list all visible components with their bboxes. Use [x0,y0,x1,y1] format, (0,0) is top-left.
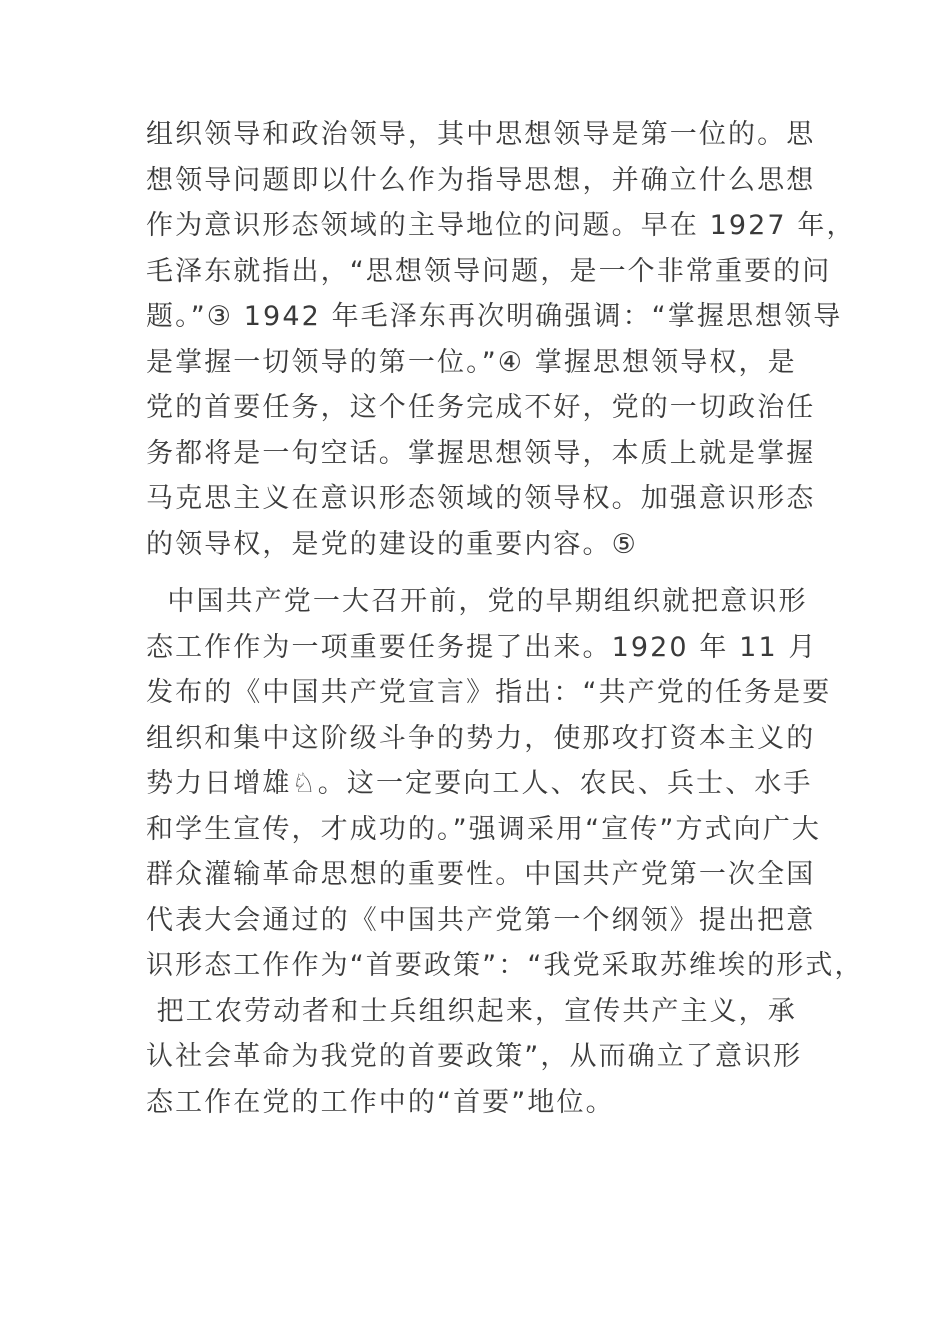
text-line: 态工作在党的工作中的“首要”地位。 [146,1086,615,1118]
text-line: 毛泽东就指出，“思想领导问题，是一个非常重要的问 [146,255,832,287]
text-line: 组织领导和政治领导，其中思想领导是第一位的。思 [146,119,816,150]
text-line: 党的首要任务，这个任务完成不好，党的一切政治任 [146,392,816,423]
body-text [146,112,864,1125]
paragraph-2 [146,579,864,1125]
text-line: 中国共产党一大召开前，党的早期组织就把意识形 [146,586,808,617]
text-line: 想领导问题即以什么作为指导思想，并确立什么思想 [146,164,816,196]
text-line: 马克思主义在意识形态领域的领导权。加强意识形态 [146,483,816,514]
paragraph-1 [146,112,856,567]
text-line: 势力日增雄♘。这一定要向工人、农民、兵士、水手 [146,768,813,799]
text-line: 作为意识形态领域的主导地位的问题。早在 1927 年， [146,210,856,241]
text-line: 和学生宣传，才成功的。”强调采用“宣传”方式向广大 [146,813,821,845]
text-line: 把工农劳动者和士兵组织起来，宣传共产主义，承 [146,995,797,1027]
text-line: 的领导权，是党的建设的重要内容。⑤ [146,528,638,560]
text-line: 题。”③ 1942 年毛泽东再次明确强调：“掌握思想领导 [146,301,843,332]
text-line: 认社会革命为我党的首要政策”，从而确立了意识形 [146,1041,803,1072]
text-line: 组织和集中这阶级斗争的势力，使那攻打资本主义的 [146,722,816,754]
text-line: 务都将是一句空话。掌握思想领导，本质上就是掌握 [146,437,816,469]
text-line: 代表大会通过的《中国共产党第一个纲领》提出把意 [146,904,816,936]
text-line: 态工作作为一项重要任务提了出来。1920 年 11 月 [146,631,818,663]
text-line: 识形态工作作为“首要政策”：“我党采取苏维埃的形式， [146,950,864,981]
text-line: 群众灌输革命思想的重要性。中国共产党第一次全国 [146,859,816,890]
text-line: 发布的《中国共产党宣言》指出：“共产党的任务是要 [146,677,832,708]
text-line: 是掌握一切领导的第一位。”④ 掌握思想领导权，是 [146,346,797,378]
paragraph-gap [146,567,816,579]
